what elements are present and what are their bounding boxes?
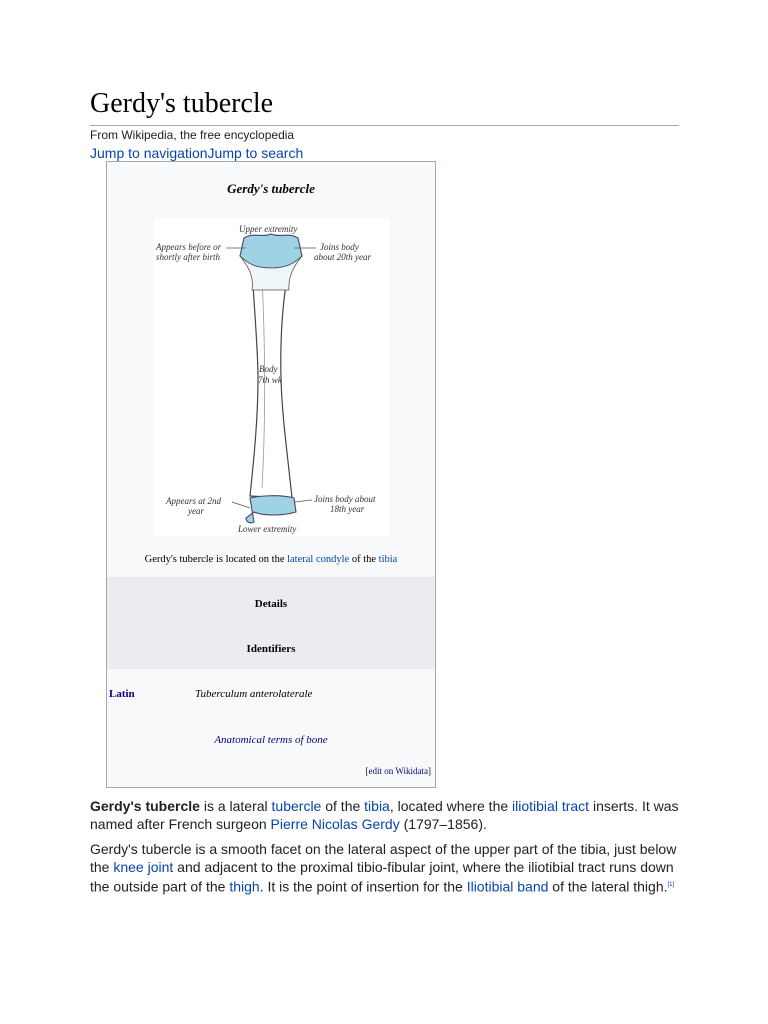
- jump-to-search-link[interactable]: Jump to search: [207, 145, 304, 161]
- label-appears-before-2: shortly after birth: [156, 252, 221, 262]
- label-upper-extremity: Upper extremity: [239, 224, 298, 234]
- label-joins-body: Joins body: [320, 242, 359, 252]
- latin-value: Tuberculum anterolaterale: [195, 688, 313, 700]
- lateral-condyle-link[interactable]: lateral condyle: [287, 554, 350, 565]
- anatomical-terms: [107, 734, 435, 746]
- lower-epiphysis: [246, 496, 296, 523]
- lead-bold-term: Gerdy's tubercle: [90, 798, 200, 814]
- tagline: From Wikipedia, the free encyclopedia: [90, 128, 295, 142]
- lead-paragraph: Gerdy's tubercle is a lateral tubercle of the tibia, located where the iliotibial tract inserts. It was named after French surgeon Pierre Nicolas Gerdy (1797–1856).: [90, 798, 679, 832]
- tibia-drawing: [154, 218, 389, 536]
- label-joins-body-2: about 20th year: [314, 252, 371, 262]
- infobox-section-band: [107, 577, 435, 669]
- label-appears-2nd: Appears at 2nd: [166, 496, 221, 506]
- iliotibial-band-link[interactable]: Iliotibial band: [466, 878, 549, 895]
- edit-on-wikidata-link[interactable]: edit on Wikidata: [368, 766, 428, 776]
- jump-to-navigation-link[interactable]: Jump to navigation: [90, 145, 208, 161]
- tubercle-link[interactable]: tubercle: [271, 798, 322, 814]
- description-paragraph: Gerdy's tubercle is a smooth facet on the lateral aspect of the upper part of the tibia, just below the knee joint and adjacent to the proximal tibio-fibular joint, where the iliotibial tract runs down the outside part of the thigh. It is the point of insertion for the Iliotibial band of the lateral thigh.[1]: [90, 841, 677, 895]
- thigh-link[interactable]: thigh: [229, 878, 260, 895]
- tibia-link[interactable]: tibia: [378, 554, 398, 565]
- iliotibial-tract-link[interactable]: iliotibial tract: [512, 798, 590, 814]
- tibia-text-link[interactable]: tibia: [364, 798, 390, 814]
- knee-joint-link[interactable]: knee joint: [113, 859, 174, 875]
- details-header[interactable]: Details: [254, 598, 288, 610]
- reference-link[interactable]: [1]: [667, 882, 675, 888]
- tibia-illustration[interactable]: [154, 218, 389, 536]
- label-joins-about-2: 18th year: [330, 504, 365, 514]
- page-title: Gerdy's tubercle: [90, 88, 274, 119]
- label-body: Body: [259, 364, 278, 374]
- edit-on-wikidata: [edit on Wikidata]: [365, 766, 431, 776]
- latin-label[interactable]: Latin: [109, 688, 135, 700]
- anatomical-terms-link[interactable]: Anatomical terms of bone: [214, 734, 328, 746]
- infobox-caption: Gerdy's tubercle is located on the lateral condyle of the tibia: [144, 554, 398, 565]
- identifiers-header[interactable]: Identifiers: [246, 643, 296, 655]
- label-body-2: 7th wk: [258, 375, 282, 385]
- label-appears-before: Appears before or: [156, 242, 222, 252]
- infobox-title: Gerdy's tubercle: [227, 181, 315, 196]
- title-divider: [90, 125, 679, 126]
- label-lower-extremity: Lower extremity: [238, 524, 297, 534]
- jump-links: [90, 145, 303, 161]
- pierre-nicolas-gerdy-link[interactable]: Pierre Nicolas Gerdy: [270, 816, 400, 832]
- infobox: [106, 161, 436, 788]
- label-joins-about: Joins body about: [314, 494, 376, 504]
- label-appears-2nd-2: year: [188, 506, 204, 516]
